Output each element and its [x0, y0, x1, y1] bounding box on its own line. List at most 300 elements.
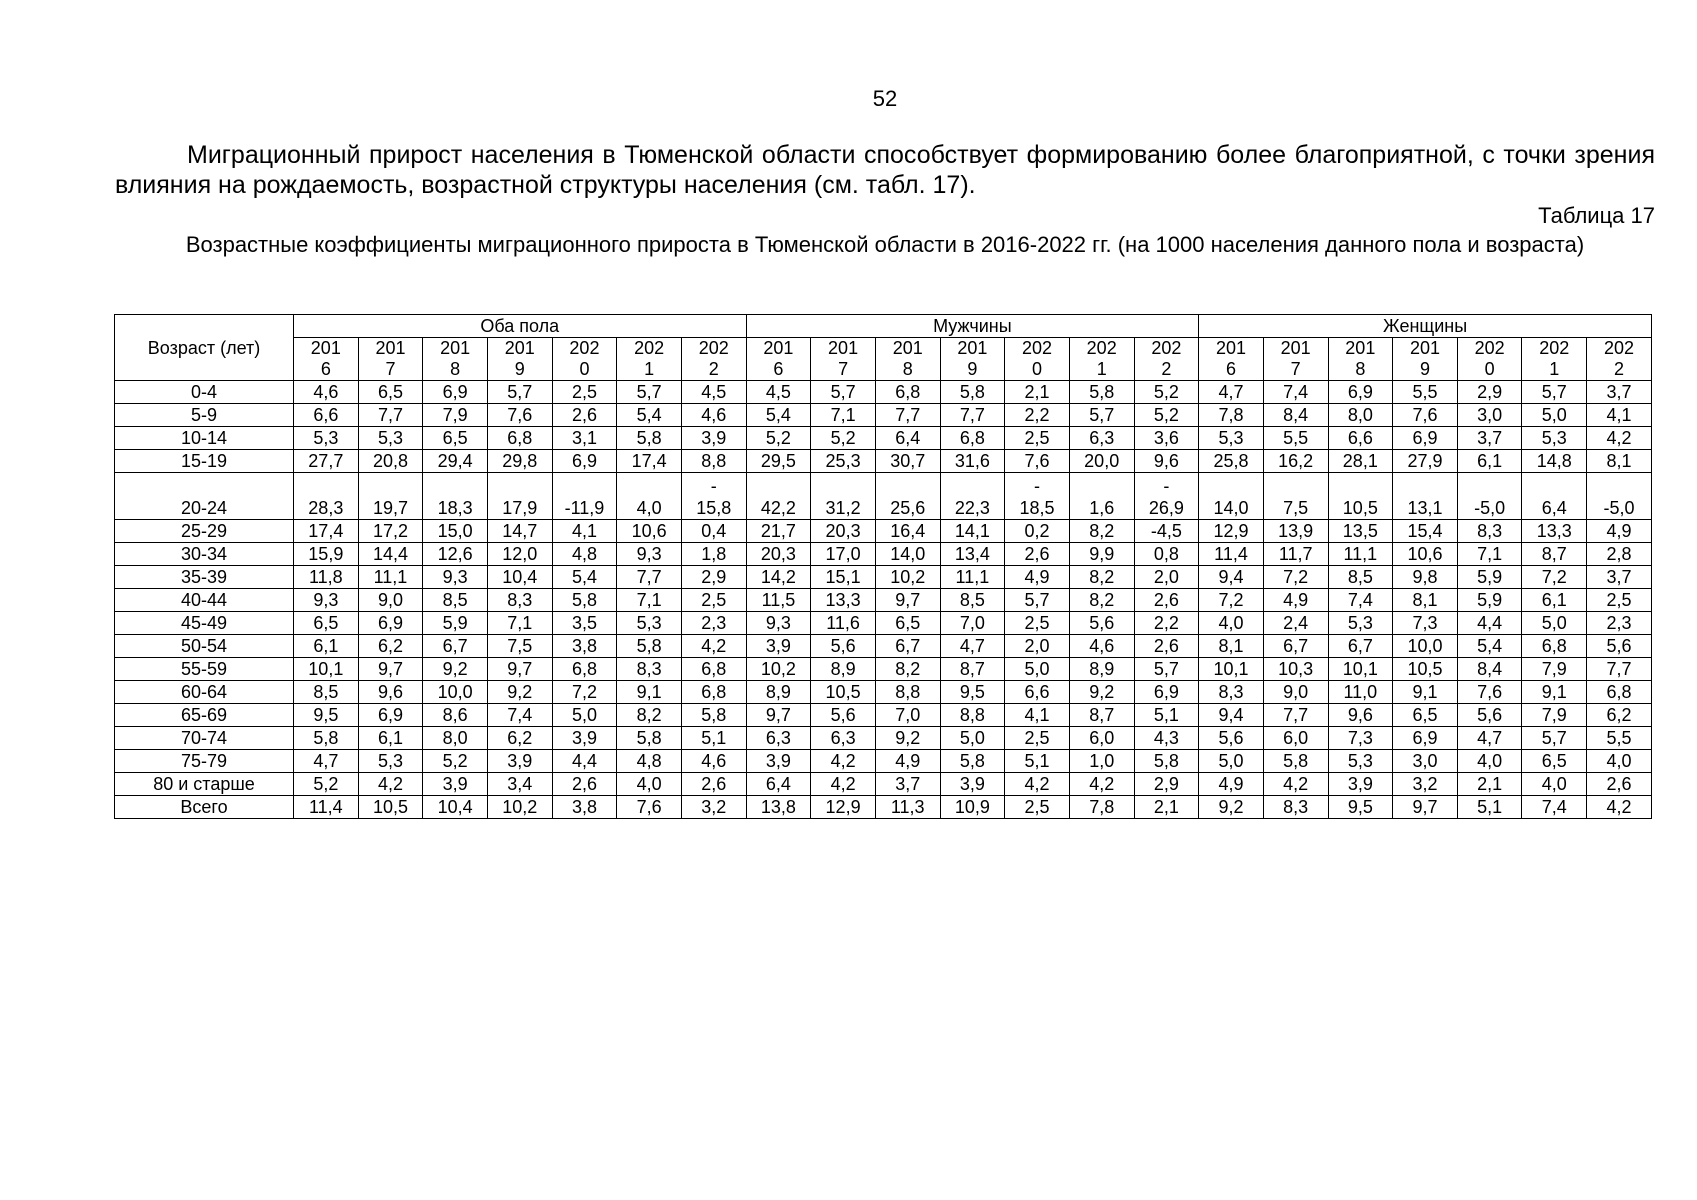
value-cell: 5,6 — [1199, 727, 1264, 750]
value-cell: 5,8 — [940, 381, 1005, 404]
year-header-part: 202 — [1539, 338, 1570, 358]
value-cell: 3,7 — [875, 773, 940, 796]
value-cell: 7,3 — [1328, 727, 1393, 750]
table-row — [115, 796, 1652, 819]
value-cell: 6,2 — [358, 635, 423, 658]
value-cell: 7,3 — [1393, 612, 1458, 635]
year-header — [1393, 338, 1458, 381]
year-header-part: 201 — [957, 338, 988, 358]
value-cell: 5,7 — [1005, 589, 1070, 612]
value-cell: 7,6 — [487, 404, 552, 427]
value-cell: 4,1 — [1005, 704, 1070, 727]
value-cell: 8,5 — [940, 589, 1005, 612]
value-cell: 5,8 — [1263, 750, 1328, 773]
table-row — [115, 404, 1652, 427]
value-cell: 8,6 — [423, 704, 488, 727]
value-cell: 5,7 — [487, 381, 552, 404]
value-cell: 14,0 — [1199, 473, 1264, 520]
value-cell: 9,7 — [746, 704, 811, 727]
value-cell: 3,0 — [1393, 750, 1458, 773]
value-cell: 2,6 — [552, 404, 617, 427]
value-cell: 6,5 — [358, 381, 423, 404]
value-cell: 9,3 — [294, 589, 359, 612]
value-cell: 2,6 — [1005, 543, 1070, 566]
value-cell: 4,8 — [552, 543, 617, 566]
value-cell: 29,4 — [423, 450, 488, 473]
value-cell: 28,1 — [1328, 450, 1393, 473]
year-header-part: 7 — [385, 359, 396, 379]
value-cell: 8,8 — [875, 681, 940, 704]
value-cell: 20,3 — [746, 543, 811, 566]
age-cell: 70-74 — [115, 727, 294, 750]
year-header — [1587, 338, 1652, 381]
value-cell: 2,4 — [1263, 612, 1328, 635]
value-cell: 8,2 — [875, 658, 940, 681]
table-row — [115, 450, 1652, 473]
value-cell: 14,8 — [1522, 450, 1587, 473]
value-cell: 4,4 — [1457, 612, 1522, 635]
value-cell: 11,8 — [294, 566, 359, 589]
value-cell: 6,8 — [875, 381, 940, 404]
year-header-part: 201 — [1215, 338, 1247, 358]
value-cell: 11,5 — [746, 589, 811, 612]
age-cell: 80 и старше — [115, 773, 294, 796]
value-cell: 5,9 — [1457, 566, 1522, 589]
value-cell: 4,2 — [1263, 773, 1328, 796]
value-cell: 10,3 — [1263, 658, 1328, 681]
value-cell: 7,1 — [811, 404, 876, 427]
value-cell: 7,6 — [617, 796, 682, 819]
value-cell: 5,0 — [1522, 404, 1587, 427]
value-cell: 6,3 — [811, 727, 876, 750]
year-header-part: 201 — [1409, 338, 1440, 358]
year-header — [1263, 338, 1328, 381]
value-cell: 5,2 — [1134, 381, 1199, 404]
table-year-row — [115, 338, 1652, 381]
value-cell: 5,2 — [746, 427, 811, 450]
year-header-part: 1 — [1096, 359, 1107, 379]
value-cell: 9,4 — [1199, 566, 1264, 589]
value-cell: 3,9 — [940, 773, 1005, 796]
table-caption: Возрастные коэффициенты миграционного прироста в Тюменской области в 2016-2022 гг. (на 1000 населения данного пола и возраста) — [185, 232, 1585, 257]
value-cell: 11,1 — [358, 566, 423, 589]
value-cell: 30,7 — [875, 450, 940, 473]
year-header-part: 1 — [1549, 359, 1560, 379]
value-cell: 4,2 — [681, 635, 746, 658]
value-cell: 8,3 — [1199, 681, 1264, 704]
page-number: 52 — [872, 86, 898, 111]
value-cell: 9,3 — [746, 612, 811, 635]
value-cell: 5,0 — [1005, 658, 1070, 681]
value-cell: 10,5 — [811, 681, 876, 704]
table-row — [115, 681, 1652, 704]
value-cell: 13,3 — [1522, 520, 1587, 543]
value-cell: 6,4 — [1522, 473, 1587, 520]
year-header-part: 2 — [708, 359, 719, 379]
value-cell: 31,6 — [940, 450, 1005, 473]
value-cell: 1,8 — [681, 543, 746, 566]
value-cell: 5,3 — [1328, 750, 1393, 773]
value-cell: 4,6 — [294, 381, 359, 404]
value-cell: 7,7 — [1263, 704, 1328, 727]
value-cell: 5,1 — [681, 727, 746, 750]
year-header-part: 202 — [1086, 338, 1117, 358]
value-cell: 6,8 — [940, 427, 1005, 450]
value-cell: 14,4 — [358, 543, 423, 566]
value-cell: 5,7 — [1069, 404, 1134, 427]
value-cell: 6,0 — [1069, 727, 1134, 750]
table-row — [115, 543, 1652, 566]
value-cell: 6,2 — [1587, 704, 1652, 727]
value-cell: 9,7 — [487, 658, 552, 681]
value-cell: 4,2 — [1005, 773, 1070, 796]
value-cell: 10,5 — [358, 796, 423, 819]
value-cell: 6,7 — [875, 635, 940, 658]
value-cell: 4,0 — [617, 773, 682, 796]
value-cell: 17,4 — [294, 520, 359, 543]
value-cell: 8,5 — [1328, 566, 1393, 589]
age-cell: 45-49 — [115, 612, 294, 635]
value-cell: 3,5 — [552, 612, 617, 635]
value-cell: 17,4 — [617, 450, 682, 473]
value-cell: 5,3 — [358, 750, 423, 773]
year-header — [811, 338, 876, 381]
value-cell: 7,7 — [1587, 658, 1652, 681]
value-cell: 14,0 — [875, 543, 940, 566]
year-header-part: 6 — [1226, 359, 1237, 379]
value-cell: 5,3 — [358, 427, 423, 450]
value-cell: 9,2 — [423, 658, 488, 681]
value-cell: 7,7 — [358, 404, 423, 427]
value-cell: 6,8 — [487, 427, 552, 450]
value-cell: 7,8 — [1199, 404, 1264, 427]
value-cell: 7,9 — [1522, 658, 1587, 681]
value-cell: 4,9 — [1587, 520, 1652, 543]
year-header — [1522, 338, 1587, 381]
value-cell: 7,2 — [552, 681, 617, 704]
value-cell: 8,0 — [1328, 404, 1393, 427]
value-cell: 4,8 — [617, 750, 682, 773]
value-cell: 3,9 — [1328, 773, 1393, 796]
value-cell: 7,7 — [875, 404, 940, 427]
value-cell: 2,0 — [1134, 566, 1199, 589]
year-header-part: 201 — [1280, 338, 1311, 358]
value-cell: 0,8 — [1134, 543, 1199, 566]
value-cell: 21,7 — [746, 520, 811, 543]
value-cell: 9,0 — [1263, 681, 1328, 704]
value-cell: 5,0 — [1522, 612, 1587, 635]
year-header — [294, 338, 359, 381]
year-header-part: 8 — [450, 359, 461, 379]
value-cell: 2,3 — [1587, 612, 1652, 635]
value-cell: 0,2 — [1005, 520, 1070, 543]
value-cell: 4,4 — [552, 750, 617, 773]
value-cell: 12,9 — [811, 796, 876, 819]
year-header-part: 2 — [1161, 359, 1172, 379]
value-cell: 2,6 — [552, 773, 617, 796]
value-cell: 3,4 — [487, 773, 552, 796]
value-cell: 5,7 — [617, 381, 682, 404]
table-label: Таблица 17 — [1538, 203, 1655, 228]
value-cell: 5,0 — [940, 727, 1005, 750]
value-cell: 8,9 — [811, 658, 876, 681]
value-cell: 2,5 — [552, 381, 617, 404]
value-cell: 6,5 — [423, 427, 488, 450]
value-cell: 5,8 — [617, 635, 682, 658]
year-header — [746, 338, 811, 381]
value-cell: 3,7 — [1587, 566, 1652, 589]
value-cell: 2,5 — [1005, 727, 1070, 750]
value-cell: 2,3 — [681, 612, 746, 635]
value-cell: 29,5 — [746, 450, 811, 473]
value-cell: 4,2 — [811, 773, 876, 796]
value-cell: 15,9 — [294, 543, 359, 566]
year-header-part: 202 — [569, 338, 600, 358]
value-cell: 7,6 — [1457, 681, 1522, 704]
value-cell: 4,9 — [875, 750, 940, 773]
value-cell: 7,4 — [487, 704, 552, 727]
value-cell: 5,7 — [811, 381, 876, 404]
value-cell: 9,8 — [1393, 566, 1458, 589]
value-cell: 5,4 — [617, 404, 682, 427]
value-cell: 3,9 — [746, 750, 811, 773]
value-cell: 16,4 — [875, 520, 940, 543]
value-cell: 6,9 — [1328, 381, 1393, 404]
value-cell: 4,0 — [617, 473, 682, 520]
value-cell: 8,7 — [940, 658, 1005, 681]
value-cell: 9,3 — [423, 566, 488, 589]
value-cell: 4,2 — [1587, 427, 1652, 450]
value-cell: 8,1 — [1393, 589, 1458, 612]
value-cell: 5,3 — [617, 612, 682, 635]
value-cell: 5,5 — [1393, 381, 1458, 404]
value-cell: 9,6 — [1134, 450, 1199, 473]
value-cell: 9,7 — [358, 658, 423, 681]
value-cell: 7,9 — [423, 404, 488, 427]
value-cell: 6,8 — [1522, 635, 1587, 658]
value-cell: 10,1 — [1199, 658, 1264, 681]
value-cell: 6,8 — [1587, 681, 1652, 704]
value-cell: 5,1 — [1457, 796, 1522, 819]
value-cell: 6,3 — [1069, 427, 1134, 450]
value-cell: 5,3 — [1199, 427, 1264, 450]
value-cell: 10,2 — [746, 658, 811, 681]
value-cell: 7,2 — [1199, 589, 1264, 612]
value-cell: 2,1 — [1005, 381, 1070, 404]
value-cell: 8,0 — [423, 727, 488, 750]
value-cell: 5,8 — [617, 727, 682, 750]
table-row — [115, 727, 1652, 750]
value-cell: 6,7 — [423, 635, 488, 658]
value-cell: 7,1 — [617, 589, 682, 612]
value-cell: 5,3 — [294, 427, 359, 450]
value-cell: 9,4 — [1199, 704, 1264, 727]
value-cell: 15,1 — [811, 566, 876, 589]
age-cell: 5-9 — [115, 404, 294, 427]
value-cell: 5,9 — [423, 612, 488, 635]
age-cell: 0-4 — [115, 381, 294, 404]
value-cell: 3,6 — [1134, 427, 1199, 450]
value-cell: 3,7 — [1587, 381, 1652, 404]
year-header — [1199, 338, 1264, 381]
value-cell: 5,1 — [1005, 750, 1070, 773]
value-cell: 9,1 — [1522, 681, 1587, 704]
value-cell: 9,7 — [875, 589, 940, 612]
value-cell: 2,5 — [1005, 612, 1070, 635]
value-cell: 2,6 — [1134, 635, 1199, 658]
value-cell: 4,2 — [1069, 773, 1134, 796]
year-header — [552, 338, 617, 381]
value-cell: - 18,5 — [1005, 473, 1070, 520]
value-cell: 9,1 — [1393, 681, 1458, 704]
value-cell: 8,9 — [746, 681, 811, 704]
age-cell: 75-79 — [115, 750, 294, 773]
value-cell: 8,2 — [1069, 520, 1134, 543]
value-cell: 7,7 — [940, 404, 1005, 427]
value-cell: 20,8 — [358, 450, 423, 473]
value-cell: 4,7 — [1199, 381, 1264, 404]
table-header-row — [115, 315, 1652, 338]
value-cell: 2,1 — [1457, 773, 1522, 796]
value-cell: 4,9 — [1263, 589, 1328, 612]
value-cell: 7,4 — [1328, 589, 1393, 612]
value-cell: 6,1 — [294, 635, 359, 658]
value-cell: 8,5 — [423, 589, 488, 612]
value-cell: 7,4 — [1522, 796, 1587, 819]
year-header — [681, 338, 746, 381]
value-cell: 8,8 — [940, 704, 1005, 727]
value-cell: 10,9 — [940, 796, 1005, 819]
age-cell: 60-64 — [115, 681, 294, 704]
year-header — [1457, 338, 1522, 381]
value-cell: 25,8 — [1199, 450, 1264, 473]
value-cell: 3,7 — [1457, 427, 1522, 450]
value-cell: 11,7 — [1263, 543, 1328, 566]
value-cell: 11,1 — [940, 566, 1005, 589]
value-cell: 4,0 — [1522, 773, 1587, 796]
value-cell: 13,1 — [1393, 473, 1458, 520]
year-header-part: 7 — [1290, 359, 1301, 379]
value-cell: 6,9 — [552, 450, 617, 473]
value-cell: 10,1 — [1328, 658, 1393, 681]
value-cell: 9,5 — [1328, 796, 1393, 819]
value-cell: 12,0 — [487, 543, 552, 566]
value-cell: 7,0 — [875, 704, 940, 727]
value-cell: 5,6 — [1069, 612, 1134, 635]
value-cell: 10,4 — [423, 796, 488, 819]
value-cell: 2,9 — [681, 566, 746, 589]
value-cell: 4,6 — [1069, 635, 1134, 658]
value-cell: 19,7 — [358, 473, 423, 520]
value-cell: 2,5 — [681, 589, 746, 612]
value-cell: 6,1 — [358, 727, 423, 750]
value-cell: 8,9 — [1069, 658, 1134, 681]
year-header-part: 0 — [1484, 359, 1495, 379]
value-cell: 4,9 — [1005, 566, 1070, 589]
value-cell: 3,9 — [487, 750, 552, 773]
value-cell: 2,5 — [1005, 427, 1070, 450]
value-cell: 2,5 — [1005, 796, 1070, 819]
value-cell: 8,7 — [1522, 543, 1587, 566]
value-cell: 28,3 — [294, 473, 359, 520]
value-cell: 8,3 — [487, 589, 552, 612]
value-cell: 2,6 — [1587, 773, 1652, 796]
value-cell: 9,2 — [875, 727, 940, 750]
value-cell: 6,7 — [1328, 635, 1393, 658]
value-cell: 5,7 — [1134, 658, 1199, 681]
value-cell: 10,2 — [487, 796, 552, 819]
value-cell: 11,3 — [875, 796, 940, 819]
table-row — [115, 520, 1652, 543]
value-cell: 9,2 — [487, 681, 552, 704]
value-cell: 5,2 — [423, 750, 488, 773]
value-cell: 31,2 — [811, 473, 876, 520]
value-cell: 2,0 — [1005, 635, 1070, 658]
value-cell: 5,7 — [1522, 381, 1587, 404]
value-cell: 4,2 — [811, 750, 876, 773]
value-cell: 6,5 — [1393, 704, 1458, 727]
value-cell: 4,7 — [940, 635, 1005, 658]
table-row — [115, 427, 1652, 450]
value-cell: 2,5 — [1587, 589, 1652, 612]
value-cell: 7,5 — [487, 635, 552, 658]
value-cell: 5,8 — [617, 427, 682, 450]
value-cell: 7,0 — [940, 612, 1005, 635]
age-cell: 50-54 — [115, 635, 294, 658]
value-cell: 20,0 — [1069, 450, 1134, 473]
value-cell: 13,5 — [1328, 520, 1393, 543]
value-cell: 2,9 — [1457, 381, 1522, 404]
value-cell: 10,0 — [423, 681, 488, 704]
value-cell: 5,8 — [1069, 381, 1134, 404]
value-cell: 13,3 — [811, 589, 876, 612]
value-cell: 3,9 — [552, 727, 617, 750]
value-cell: 9,7 — [1393, 796, 1458, 819]
value-cell: 9,5 — [294, 704, 359, 727]
age-header: Возраст (лет) — [115, 315, 294, 381]
age-cell: 20-24 — [115, 473, 294, 520]
value-cell: 6,5 — [875, 612, 940, 635]
value-cell: 3,9 — [423, 773, 488, 796]
value-cell: 2,2 — [1005, 404, 1070, 427]
value-cell: 4,5 — [681, 381, 746, 404]
value-cell: 5,6 — [811, 704, 876, 727]
age-cell: 30-34 — [115, 543, 294, 566]
value-cell: 17,0 — [811, 543, 876, 566]
value-cell: 8,2 — [1069, 589, 1134, 612]
value-cell: 5,2 — [294, 773, 359, 796]
age-cell: 15-19 — [115, 450, 294, 473]
value-cell: 5,8 — [681, 704, 746, 727]
value-cell: 4,0 — [1457, 750, 1522, 773]
value-cell: 6,5 — [294, 612, 359, 635]
year-header-part: 202 — [1151, 338, 1182, 358]
value-cell: 1,0 — [1069, 750, 1134, 773]
value-cell: 5,4 — [746, 404, 811, 427]
value-cell: 3,2 — [681, 796, 746, 819]
year-header — [940, 338, 1005, 381]
value-cell: 13,4 — [940, 543, 1005, 566]
value-cell: 29,8 — [487, 450, 552, 473]
value-cell: 6,9 — [1393, 427, 1458, 450]
age-cell: 40-44 — [115, 589, 294, 612]
value-cell: 5,8 — [552, 589, 617, 612]
value-cell: 8,4 — [1457, 658, 1522, 681]
value-cell: 9,1 — [617, 681, 682, 704]
value-cell: 6,8 — [681, 658, 746, 681]
value-cell: 3,9 — [746, 635, 811, 658]
value-cell: 6,9 — [423, 381, 488, 404]
